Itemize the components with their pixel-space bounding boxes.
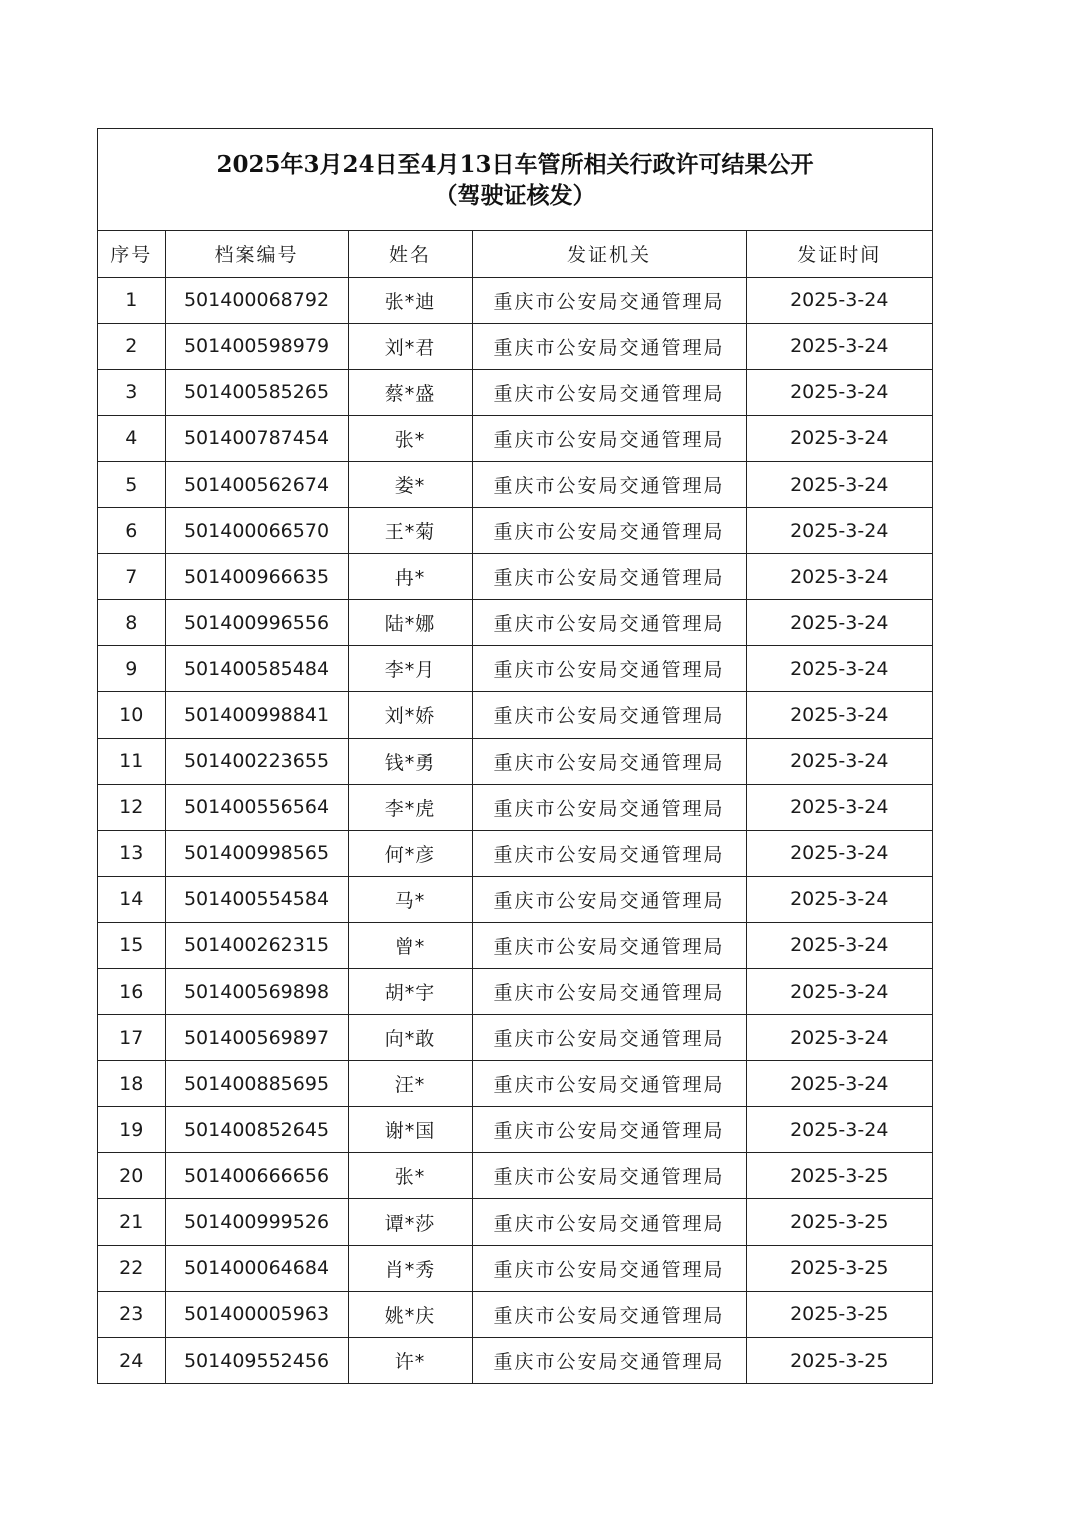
file-number: 501400569898 bbox=[165, 969, 348, 1015]
issuing-authority: 重庆市公安局交通管理局 bbox=[472, 1245, 746, 1291]
row-index: 3 bbox=[98, 369, 165, 415]
header-row-group bbox=[98, 231, 932, 277]
issue-date: 2025-3-24 bbox=[746, 508, 932, 554]
holder-name: 钱*勇 bbox=[348, 738, 472, 784]
issuing-authority: 重庆市公安局交通管理局 bbox=[472, 600, 746, 646]
holder-name: 张*迪 bbox=[348, 277, 472, 323]
issue-date: 2025-3-24 bbox=[746, 323, 932, 369]
holder-name: 刘*娇 bbox=[348, 692, 472, 738]
header-index: 序号 bbox=[98, 231, 165, 277]
table-row bbox=[98, 508, 932, 554]
holder-name: 娄* bbox=[348, 461, 472, 507]
issuing-authority: 重庆市公安局交通管理局 bbox=[472, 969, 746, 1015]
issuing-authority: 重庆市公安局交通管理局 bbox=[472, 876, 746, 922]
holder-name: 张* bbox=[348, 1153, 472, 1199]
issue-date: 2025-3-24 bbox=[746, 692, 932, 738]
file-number: 501400569897 bbox=[165, 1015, 348, 1061]
file-number: 501400787454 bbox=[165, 415, 348, 461]
file-number: 501400585265 bbox=[165, 369, 348, 415]
row-index: 11 bbox=[98, 738, 165, 784]
file-number: 501400554584 bbox=[165, 876, 348, 922]
header-name: 姓名 bbox=[348, 231, 472, 277]
table-row bbox=[98, 784, 932, 830]
table-row bbox=[98, 323, 932, 369]
holder-name: 姚*庆 bbox=[348, 1291, 472, 1337]
holder-name: 谭*莎 bbox=[348, 1199, 472, 1245]
table-row bbox=[98, 1153, 932, 1199]
table-row bbox=[98, 1199, 932, 1245]
license-results-table bbox=[97, 128, 933, 1384]
holder-name: 胡*宇 bbox=[348, 969, 472, 1015]
row-index: 9 bbox=[98, 646, 165, 692]
issue-date: 2025-3-24 bbox=[746, 738, 932, 784]
table-row bbox=[98, 1291, 932, 1337]
issuing-authority: 重庆市公安局交通管理局 bbox=[472, 369, 746, 415]
file-number: 501400998841 bbox=[165, 692, 348, 738]
issuing-authority: 重庆市公安局交通管理局 bbox=[472, 277, 746, 323]
table-row bbox=[98, 415, 932, 461]
table-row bbox=[98, 692, 932, 738]
issuing-authority: 重庆市公安局交通管理局 bbox=[472, 922, 746, 968]
issuing-authority: 重庆市公安局交通管理局 bbox=[472, 508, 746, 554]
issuing-authority: 重庆市公安局交通管理局 bbox=[472, 1291, 746, 1337]
issue-date: 2025-3-24 bbox=[746, 1015, 932, 1061]
issue-date: 2025-3-25 bbox=[746, 1245, 932, 1291]
row-index: 12 bbox=[98, 784, 165, 830]
row-index: 18 bbox=[98, 1061, 165, 1107]
holder-name: 王*菊 bbox=[348, 508, 472, 554]
table-row bbox=[98, 554, 932, 600]
issuing-authority: 重庆市公安局交通管理局 bbox=[472, 554, 746, 600]
holder-name: 汪* bbox=[348, 1061, 472, 1107]
issuing-authority: 重庆市公安局交通管理局 bbox=[472, 1061, 746, 1107]
file-number: 501400223655 bbox=[165, 738, 348, 784]
table-row bbox=[98, 1061, 932, 1107]
issue-date: 2025-3-24 bbox=[746, 277, 932, 323]
table-row bbox=[98, 646, 932, 692]
holder-name: 李*虎 bbox=[348, 784, 472, 830]
issue-date: 2025-3-25 bbox=[746, 1291, 932, 1337]
header-row bbox=[98, 231, 932, 277]
file-number: 501400585484 bbox=[165, 646, 348, 692]
row-index: 16 bbox=[98, 969, 165, 1015]
row-index: 17 bbox=[98, 1015, 165, 1061]
issue-date: 2025-3-24 bbox=[746, 646, 932, 692]
holder-name: 蔡*盛 bbox=[348, 369, 472, 415]
row-index: 10 bbox=[98, 692, 165, 738]
data-grid bbox=[98, 231, 932, 1383]
row-index: 23 bbox=[98, 1291, 165, 1337]
header-issue-date: 发证时间 bbox=[746, 231, 932, 277]
holder-name: 张* bbox=[348, 415, 472, 461]
file-number: 501400598979 bbox=[165, 323, 348, 369]
issuing-authority: 重庆市公安局交通管理局 bbox=[472, 415, 746, 461]
file-number: 501400885695 bbox=[165, 1061, 348, 1107]
title-line-1: 2025年3月24日至4月13日车管所相关行政许可结果公开 bbox=[216, 150, 814, 178]
row-index: 5 bbox=[98, 461, 165, 507]
row-index: 1 bbox=[98, 277, 165, 323]
issue-date: 2025-3-24 bbox=[746, 369, 932, 415]
file-number: 501400556564 bbox=[165, 784, 348, 830]
table-row bbox=[98, 1015, 932, 1061]
row-index: 24 bbox=[98, 1337, 165, 1383]
holder-name: 肖*秀 bbox=[348, 1245, 472, 1291]
row-index: 20 bbox=[98, 1153, 165, 1199]
issuing-authority: 重庆市公安局交通管理局 bbox=[472, 738, 746, 784]
issuing-authority: 重庆市公安局交通管理局 bbox=[472, 323, 746, 369]
table-row bbox=[98, 277, 932, 323]
file-number: 501400998565 bbox=[165, 830, 348, 876]
table-row bbox=[98, 600, 932, 646]
issue-date: 2025-3-24 bbox=[746, 554, 932, 600]
table-row bbox=[98, 922, 932, 968]
holder-name: 何*彦 bbox=[348, 830, 472, 876]
issuing-authority: 重庆市公安局交通管理局 bbox=[472, 1015, 746, 1061]
row-index: 15 bbox=[98, 922, 165, 968]
table-row bbox=[98, 461, 932, 507]
table-row bbox=[98, 830, 932, 876]
issuing-authority: 重庆市公安局交通管理局 bbox=[472, 692, 746, 738]
table-row bbox=[98, 1337, 932, 1383]
holder-name: 陆*娜 bbox=[348, 600, 472, 646]
issue-date: 2025-3-24 bbox=[746, 876, 932, 922]
issue-date: 2025-3-24 bbox=[746, 1061, 932, 1107]
table-row bbox=[98, 1245, 932, 1291]
issue-date: 2025-3-25 bbox=[746, 1199, 932, 1245]
row-index: 19 bbox=[98, 1107, 165, 1153]
holder-name: 曾* bbox=[348, 922, 472, 968]
table-row bbox=[98, 969, 932, 1015]
row-index: 2 bbox=[98, 323, 165, 369]
file-number: 501400996556 bbox=[165, 600, 348, 646]
file-number: 501400262315 bbox=[165, 922, 348, 968]
table-title bbox=[98, 129, 932, 231]
file-number: 501400999526 bbox=[165, 1199, 348, 1245]
row-index: 7 bbox=[98, 554, 165, 600]
row-index: 13 bbox=[98, 830, 165, 876]
row-index: 8 bbox=[98, 600, 165, 646]
file-number: 501400064684 bbox=[165, 1245, 348, 1291]
issuing-authority: 重庆市公安局交通管理局 bbox=[472, 784, 746, 830]
file-number: 501400005963 bbox=[165, 1291, 348, 1337]
row-index: 6 bbox=[98, 508, 165, 554]
table-row bbox=[98, 1107, 932, 1153]
file-number: 501400068792 bbox=[165, 277, 348, 323]
holder-name: 冉* bbox=[348, 554, 472, 600]
header-file-number: 档案编号 bbox=[165, 231, 348, 277]
row-index: 21 bbox=[98, 1199, 165, 1245]
issuing-authority: 重庆市公安局交通管理局 bbox=[472, 1153, 746, 1199]
issuing-authority: 重庆市公安局交通管理局 bbox=[472, 1199, 746, 1245]
row-index: 22 bbox=[98, 1245, 165, 1291]
holder-name: 许* bbox=[348, 1337, 472, 1383]
issue-date: 2025-3-24 bbox=[746, 461, 932, 507]
holder-name: 向*敢 bbox=[348, 1015, 472, 1061]
table-body bbox=[98, 277, 932, 1383]
table-row bbox=[98, 876, 932, 922]
file-number: 501400666656 bbox=[165, 1153, 348, 1199]
issue-date: 2025-3-24 bbox=[746, 922, 932, 968]
file-number: 501400966635 bbox=[165, 554, 348, 600]
holder-name: 刘*君 bbox=[348, 323, 472, 369]
issue-date: 2025-3-24 bbox=[746, 969, 932, 1015]
issue-date: 2025-3-24 bbox=[746, 1107, 932, 1153]
issuing-authority: 重庆市公安局交通管理局 bbox=[472, 646, 746, 692]
issue-date: 2025-3-24 bbox=[746, 600, 932, 646]
header-issuing-authority: 发证机关 bbox=[472, 231, 746, 277]
file-number: 501400852645 bbox=[165, 1107, 348, 1153]
file-number: 501409552456 bbox=[165, 1337, 348, 1383]
title-line-2: （驾驶证核发） bbox=[434, 181, 596, 209]
file-number: 501400562674 bbox=[165, 461, 348, 507]
issue-date: 2025-3-24 bbox=[746, 415, 932, 461]
issuing-authority: 重庆市公安局交通管理局 bbox=[472, 1337, 746, 1383]
holder-name: 李*月 bbox=[348, 646, 472, 692]
issuing-authority: 重庆市公安局交通管理局 bbox=[472, 1107, 746, 1153]
file-number: 501400066570 bbox=[165, 508, 348, 554]
issue-date: 2025-3-25 bbox=[746, 1153, 932, 1199]
issuing-authority: 重庆市公安局交通管理局 bbox=[472, 830, 746, 876]
issue-date: 2025-3-24 bbox=[746, 830, 932, 876]
holder-name: 马* bbox=[348, 876, 472, 922]
issue-date: 2025-3-25 bbox=[790, 1349, 889, 1372]
issuing-authority: 重庆市公安局交通管理局 bbox=[472, 461, 746, 507]
table-row bbox=[98, 369, 932, 415]
issue-date: 2025-3-24 bbox=[746, 784, 932, 830]
row-index: 14 bbox=[98, 876, 165, 922]
holder-name: 谢*国 bbox=[348, 1107, 472, 1153]
table-row bbox=[98, 738, 932, 784]
row-index: 4 bbox=[98, 415, 165, 461]
